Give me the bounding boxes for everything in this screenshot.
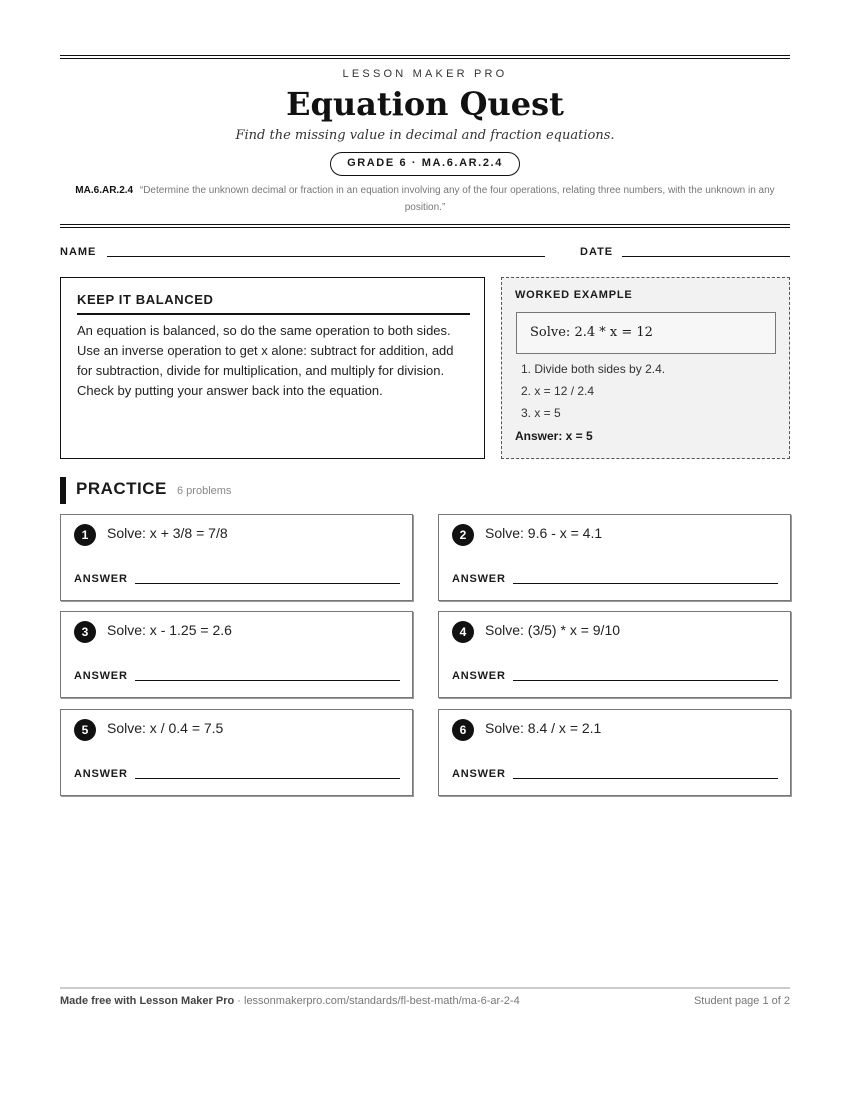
step-item: 1. Divide both sides by 2.4. xyxy=(521,362,666,376)
problem-card-5 xyxy=(60,709,413,796)
answer-label: ANSWER xyxy=(74,573,128,585)
date-label: DATE xyxy=(580,246,614,258)
problem-question: Solve: x + 3/8 = 7/8 xyxy=(107,525,228,541)
worked-example-equation: Solve: 2.4 * x = 12 xyxy=(516,312,776,354)
answer-field[interactable] xyxy=(513,680,778,681)
answer-field[interactable] xyxy=(135,583,400,584)
standard-text: “Determine the unknown decimal or fraction in an equation involving any of the four operations, relating three numbers, with the unknown in any position.” xyxy=(139,185,775,213)
answer-field[interactable] xyxy=(135,680,400,681)
problem-number-badge: 6 xyxy=(452,719,474,741)
problem-card-2 xyxy=(438,514,791,601)
page-title: Equation Quest xyxy=(286,85,564,123)
standard-code: MA.6.AR.2.4 xyxy=(75,185,134,196)
problem-question: Solve: 8.4 / x = 2.1 xyxy=(485,720,602,736)
step-item: 2. x = 12 / 2.4 xyxy=(521,384,595,398)
practice-accent-bar xyxy=(60,477,66,504)
header-bottom-rule xyxy=(60,224,790,225)
keep-balanced-heading: KEEP IT BALANCED xyxy=(77,292,214,307)
worked-example-box xyxy=(501,277,790,459)
problem-card-3 xyxy=(60,611,413,698)
problem-card-4 xyxy=(438,611,791,698)
problem-number-badge: 1 xyxy=(74,524,96,546)
problem-card-1 xyxy=(60,514,413,601)
answer-label: ANSWER xyxy=(452,573,506,585)
problem-number-badge: 5 xyxy=(74,719,96,741)
header-top-rule-inner xyxy=(60,58,790,59)
answer-label: ANSWER xyxy=(452,670,506,682)
answer-field[interactable] xyxy=(513,778,778,779)
problem-number-badge: 2 xyxy=(452,524,474,546)
answer-label: ANSWER xyxy=(452,768,506,780)
problem-question: Solve: x / 0.4 = 7.5 xyxy=(107,720,224,736)
name-label: NAME xyxy=(60,246,97,258)
standard-description xyxy=(60,182,790,216)
problem-number-badge: 4 xyxy=(452,621,474,643)
date-field[interactable] xyxy=(622,256,790,257)
answer-label: ANSWER xyxy=(74,768,128,780)
problem-question: Solve: 9.6 - x = 4.1 xyxy=(485,525,603,541)
keep-balanced-box xyxy=(60,277,485,459)
worked-example-steps xyxy=(521,358,665,424)
page-subtitle: Find the missing value in decimal and fraction equations. xyxy=(235,128,615,143)
footer-credit xyxy=(60,995,520,1007)
keep-balanced-text: An equation is balanced, so do the same operation to both sides. Use an inverse operation to get x alone: subtract for addition, add for subtraction, divide for multiplication, and multiply for division. Check by putting your answer back into the equation. xyxy=(77,323,454,398)
footer-made-with: Made free with Lesson Maker Pro xyxy=(60,995,235,1007)
name-field[interactable] xyxy=(107,256,545,257)
problem-question: Solve: x - 1.25 = 2.6 xyxy=(107,622,232,638)
worked-example-answer: Answer: x = 5 xyxy=(515,429,593,443)
brand-name: LESSON MAKER PRO xyxy=(342,68,508,80)
problem-card-6 xyxy=(438,709,791,796)
practice-heading: PRACTICE xyxy=(76,479,167,498)
worked-example-heading: WORKED EXAMPLE xyxy=(515,289,633,301)
grade-badge: GRADE 6 · MA.6.AR.2.4 xyxy=(330,152,520,176)
footer-url[interactable]: · lessonmakerpro.com/standards/fl-best-math/ma-6-ar-2-4 xyxy=(234,995,520,1007)
step-item: 3. x = 5 xyxy=(521,406,561,420)
worksheet-page xyxy=(60,0,790,1100)
heading-underline xyxy=(77,313,470,315)
problem-number-badge: 3 xyxy=(74,621,96,643)
answer-field[interactable] xyxy=(135,778,400,779)
practice-count: 6 problems xyxy=(177,485,232,497)
answer-field[interactable] xyxy=(513,583,778,584)
header-bottom-rule-inner xyxy=(60,227,790,228)
header-top-rule xyxy=(60,55,790,56)
problem-question: Solve: (3/5) * x = 9/10 xyxy=(485,622,621,638)
footer-divider xyxy=(60,987,790,989)
footer-page-number: Student page 1 of 2 xyxy=(693,995,790,1007)
answer-label: ANSWER xyxy=(74,670,128,682)
